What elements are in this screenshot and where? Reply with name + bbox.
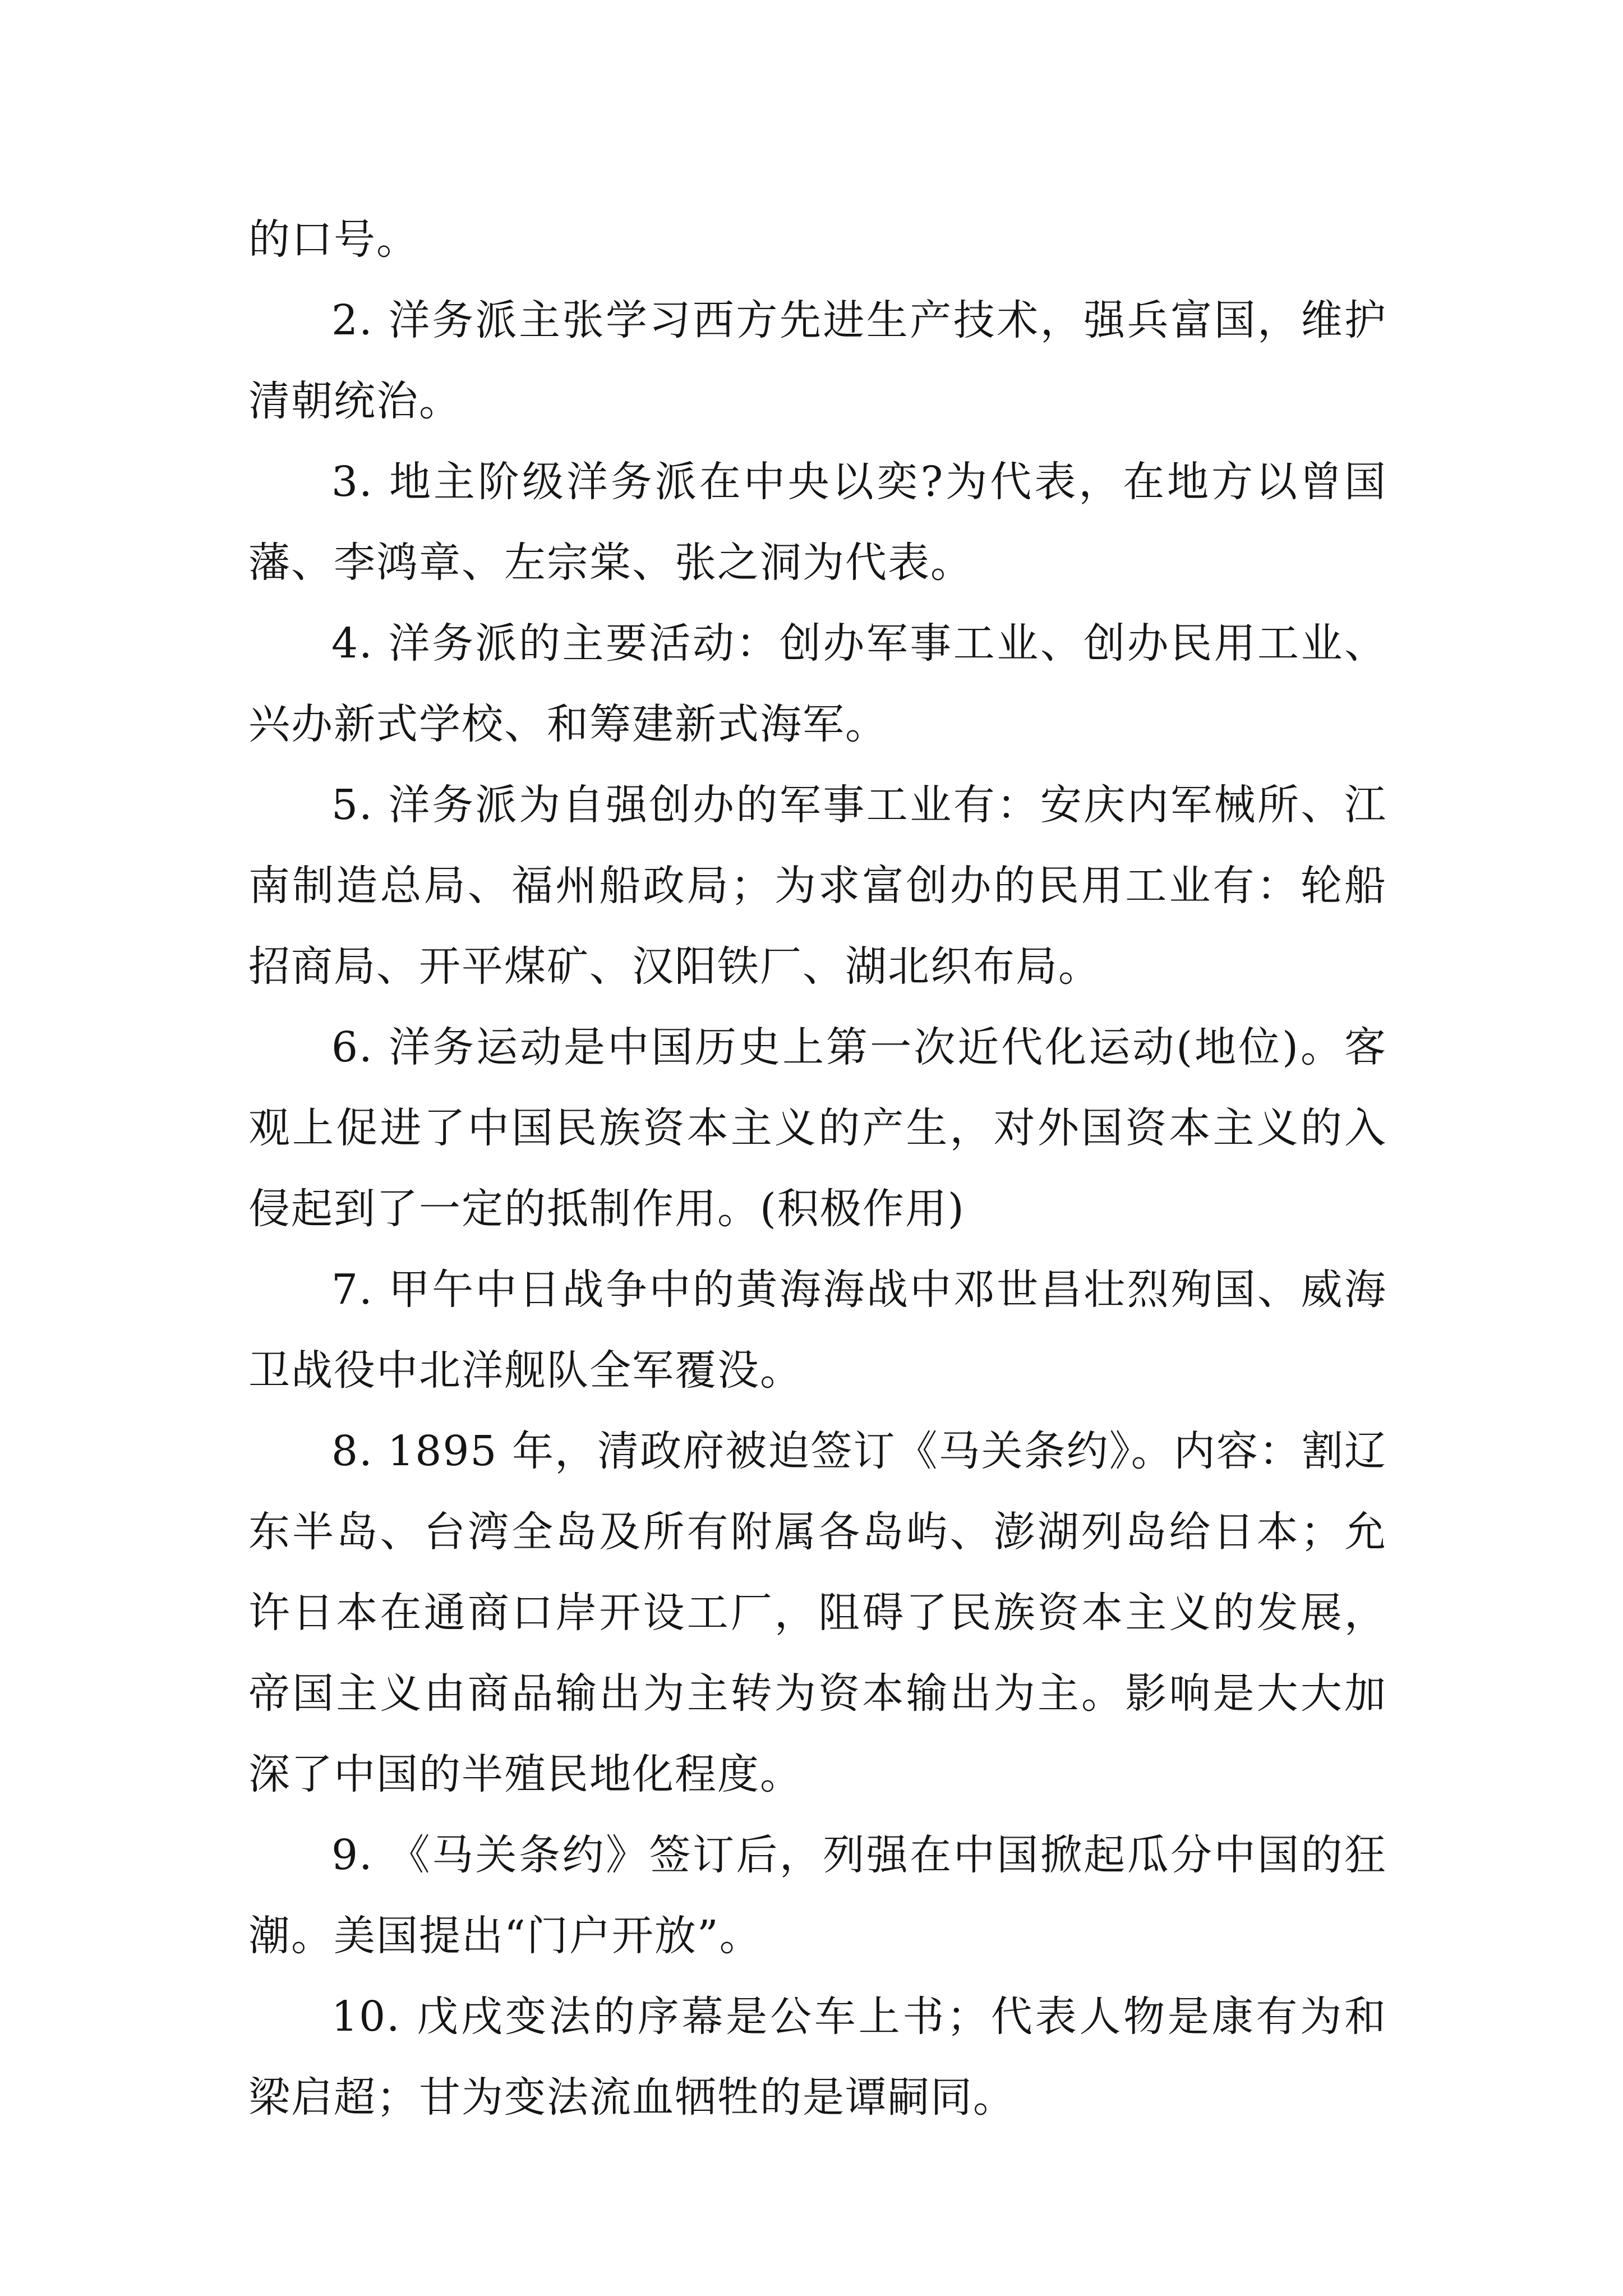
paragraph-item-2: 2. 洋务派主张学习西方先进生产技术，强兵富国，维护清朝统治。 bbox=[248, 296, 1387, 425]
paragraph-item-4: 4. 洋务派的主要活动：创办军事工业、创办民用工业、兴办新式学校、和筹建新式海军。 bbox=[248, 619, 1387, 748]
paragraph-item-3: 3. 地主阶级洋务派在中央以奕?为代表，在地方以曾国藩、李鸿章、左宗棠、张之洞为代表。 bbox=[248, 458, 1387, 587]
document-body bbox=[248, 199, 1387, 2138]
paragraph-item-9: 9. 《马关条约》签订后，列强在中国掀起瓜分中国的狂潮。美国提出“门户开放”。 bbox=[248, 1831, 1387, 1960]
paragraph-item-10: 10. 戊戌变法的序幕是公车上书；代表人物是康有为和梁启超；甘为变法流血牺牲的是谭嗣同。 bbox=[248, 1993, 1387, 2122]
paragraph-item-8: 8. 1895 年，清政府被迫签订《马关条约》。内容：割辽东半岛、台湾全岛及所有附属各岛屿、澎湖列岛给日本；允许日本在通商口岸开设工厂，阻碍了民族资本主义的发展，帝国主义由商品输出为主转为资本输出为主。影响是大大加深了中国的半殖民地化程度。 bbox=[248, 1427, 1387, 1798]
paragraph-continuation: 的口号。 bbox=[248, 215, 419, 264]
paragraph-item-5: 5. 洋务派为自强创办的军事工业有：安庆内军械所、江南制造总局、福州船政局；为求富创办的民用工业有：轮船招商局、开平煤矿、汉阳铁厂、湖北织布局。 bbox=[248, 781, 1387, 991]
paragraph-item-6: 6. 洋务运动是中国历史上第一次近代化运动(地位)。客观上促进了中国民族资本主义的产生，对外国资本主义的入侵起到了一定的抵制作用。(积极作用) bbox=[248, 1023, 1387, 1233]
paragraph-item-7: 7. 甲午中日战争中的黄海海战中邓世昌壮烈殉国、威海卫战役中北洋舰队全军覆没。 bbox=[248, 1266, 1387, 1395]
